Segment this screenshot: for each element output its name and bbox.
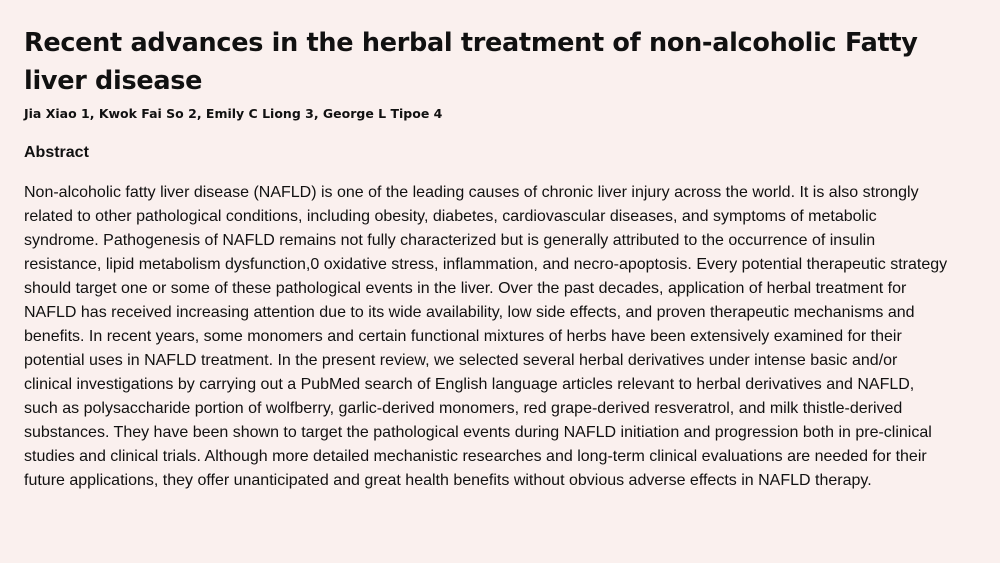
paper-page xyxy=(24,24,954,493)
abstract-text: Non-alcoholic fatty liver disease (NAFLD) is one of the leading causes of chronic liver injury across the world. It is also strongly related to other pathological conditions, including obesity, diabetes, cardiovascular diseases, and symptoms of metabolic syndrome. Pathogenesis of NAFLD remains not fully characterized but is generally attributed to the occurrence of insulin resistance, lipid metabolism dysfunction,0 oxidative stress, inflammation, and necro-apoptosis. Every potential therapeutic strategy should target one or some of these pathological events in the liver. Over the past decades, application of herbal treatment for NAFLD has received increasing attention due to its wide availability, low side effects, and proven therapeutic mechanisms and benefits. In recent years, some monomers and certain functional mixtures of herbs have been extensively examined for their potential uses in NAFLD treatment. In the present review, we selected several herbal derivatives under intense basic and/or clinical investigations by carrying out a PubMed search of English language articles relevant to herbal derivatives and NAFLD, such as polysaccharide portion of wolfberry, garlic-derived monomers, red grape-derived resveratrol, and milk thistle-derived substances. They have been shown to target the pathological events during NAFLD initiation and progression both in pre-clinical studies and clinical trials. Although more detailed mechanistic researches and long-term clinical evaluations are needed for their future applications, they offer unanticipated and great health benefits without obvious adverse effects in NAFLD therapy. xyxy=(24,184,948,489)
author-list: Jia Xiao 1, Kwok Fai So 2, Emily C Liong 3, George L Tipoe 4 xyxy=(24,106,443,121)
abstract-heading: Abstract xyxy=(24,144,89,161)
paper-title: Recent advances in the herbal treatment of non-alcoholic Fatty liver disease xyxy=(24,28,918,96)
